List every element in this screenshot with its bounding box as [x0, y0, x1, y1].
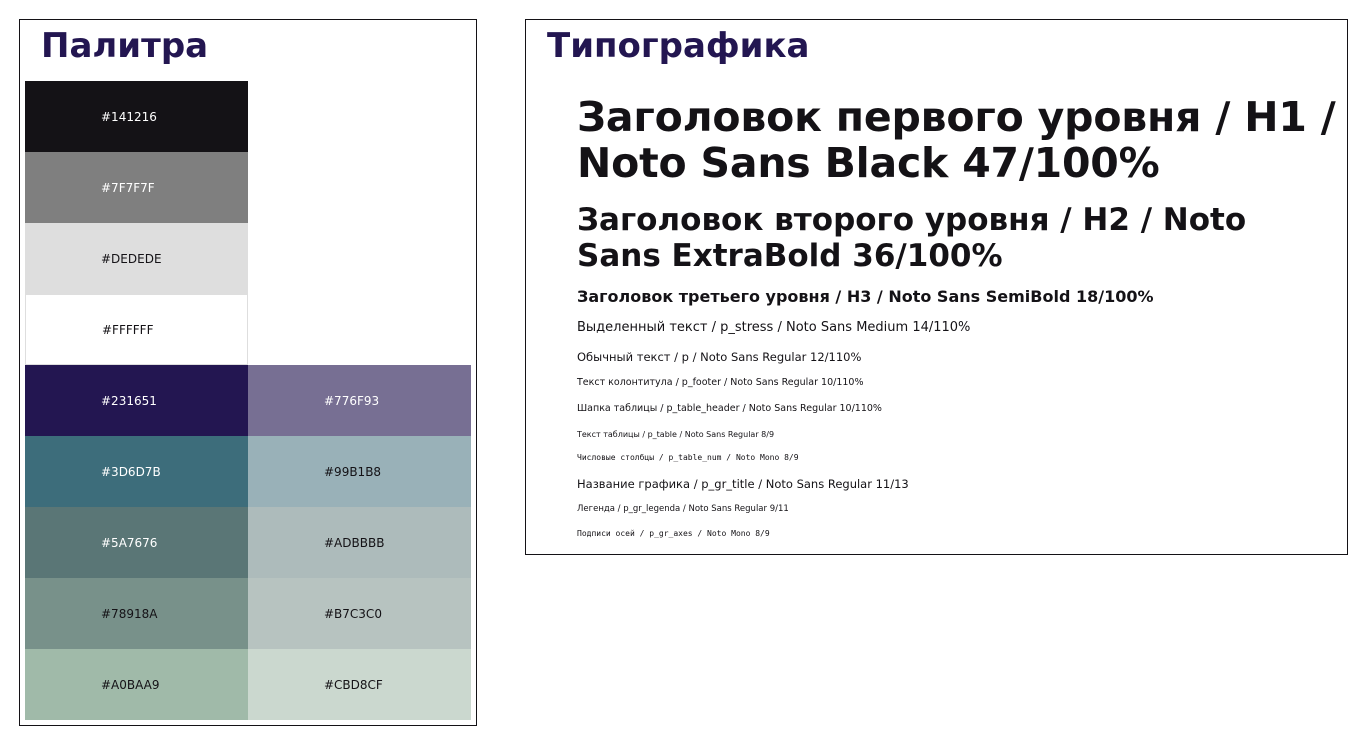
- swatch-141216: [25, 81, 248, 152]
- swatch-3d6d7b: [25, 436, 248, 507]
- sample-p-table: Текст таблицы / p_table / Noto Sans Regular 8/9: [577, 430, 775, 439]
- swatch-cbd8cf: [248, 649, 471, 720]
- swatch-label: #5A7676: [101, 535, 158, 550]
- sample-p-stress: Выделенный текст / p_stress / Noto Sans Medium 14/110%: [577, 320, 971, 335]
- sample-p-footer: Текст колонтитула / p_footer / Noto Sans Regular 10/110%: [577, 377, 864, 388]
- typography-title: Типографика: [547, 26, 810, 66]
- swatch-a0baa9: [25, 649, 248, 720]
- sample-p-table-num: Числовые столбцы / p_table_num / Noto Mono 8/9: [577, 453, 799, 462]
- swatch-dedede: [25, 223, 248, 294]
- swatch-label: #141216: [101, 109, 157, 124]
- swatch-label: #78918A: [101, 606, 158, 621]
- sample-h1: Заголовок первого уровня / H1 / Noto Sans Black 47/100%: [577, 93, 1336, 187]
- swatch-78918a: [25, 578, 248, 649]
- swatch-label: #DEDEDE: [101, 251, 162, 266]
- swatch-label: #7F7F7F: [101, 180, 155, 195]
- sample-h3: Заголовок третьего уровня / H3 / Noto Sans SemiBold 18/100%: [577, 287, 1154, 306]
- swatch-label: #231651: [101, 393, 157, 408]
- swatch-7f7f7f: [25, 152, 248, 223]
- swatch-776f93: [248, 365, 471, 436]
- swatch-label: #FFFFFF: [102, 322, 154, 337]
- swatch-adbbbb: [248, 507, 471, 578]
- swatch-label: #A0BAA9: [101, 677, 160, 692]
- sample-p: Обычный текст / p / Noto Sans Regular 12/110%: [577, 350, 862, 364]
- palette-title: Палитра: [41, 26, 209, 66]
- sample-p-gr-legenda: Легенда / p_gr_legenda / Noto Sans Regular 9/11: [577, 504, 789, 514]
- swatch-label: #776F93: [324, 393, 380, 408]
- sample-p-table-header: Шапка таблицы / p_table_header / Noto Sans Regular 10/110%: [577, 403, 882, 414]
- swatch-b7c3c0: [248, 578, 471, 649]
- sample-p-gr-axes: Подписи осей / p_gr_axes / Noto Mono 8/9: [577, 529, 770, 538]
- sample-h2: Заголовок второго уровня / H2 / Noto Sans ExtraBold 36/100%: [577, 202, 1247, 274]
- swatch-label: #99B1B8: [324, 464, 382, 479]
- swatch-ffffff: [25, 294, 248, 365]
- swatch-label: #3D6D7B: [101, 464, 161, 479]
- swatch-label: #CBD8CF: [324, 677, 383, 692]
- swatch-label: #ADBBBB: [324, 535, 385, 550]
- swatch-5a7676: [25, 507, 248, 578]
- sample-p-gr-title: Название графика / p_gr_title / Noto Sans Regular 11/13: [577, 477, 909, 491]
- palette-panel: [19, 19, 477, 726]
- swatch-99b1b8: [248, 436, 471, 507]
- swatch-label: #B7C3C0: [324, 606, 382, 621]
- swatch-231651: [25, 365, 248, 436]
- typography-panel: [525, 19, 1348, 555]
